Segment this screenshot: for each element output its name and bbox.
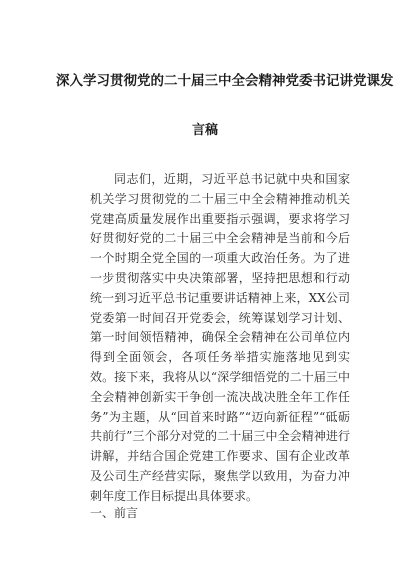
section-heading: 一、前言 [90,506,139,520]
body-paragraph: 同志们，近期，习近平总书记就中央和国家机关学习贯彻党的二十届三中全会精神推动机关党建高质量发展作出重要指示强调，要求将学习好贯彻好党的二十届三中全会精神是当前和今后一个时期全党全国的一项重大政治任务。为了进一步贯彻落实中央决策部署，坚持把思想和行动统一到习近平总书记重要讲话精神上来，XX公司党委第一时间召开党委会，统筹谋划学习计划、第一时间领悟精神，确保全会精神在公司单位内得到全面领会，各项任务举措实施落地见到实效。接下来，我将从以“深学细悟党的二十届三中全会精神创新实干争创一流决战决胜全年工作任务”为主题，从“回首来时路”“迈向新征程”“砥砺共前行”三个部分对党的二十届三中全会精神进行讲解，并结合国企党建工作要求、国有企业改革及公司生产经营实际，聚焦学以致用，为奋力冲刺年度工作目标提出具体要求。 [90,172,350,503]
document-title: 深入学习贯彻党的二十届三中全会精神党委书记讲党课发 [56,73,394,89]
document-subtitle: 言稿 [191,123,218,138]
